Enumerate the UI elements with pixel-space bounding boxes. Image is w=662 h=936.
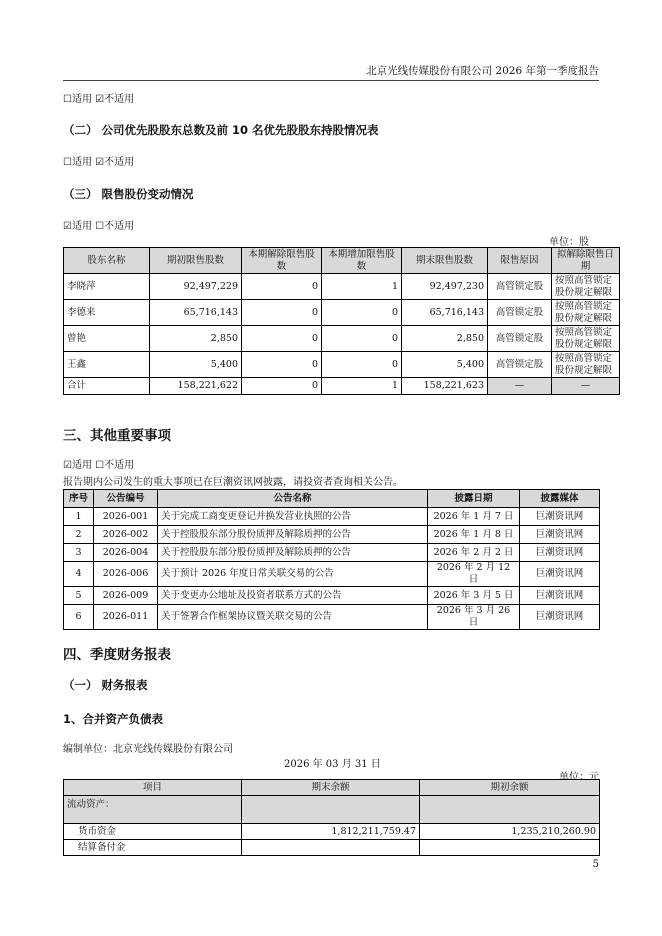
cell: 按照高管锁定股份规定解限 — [552, 300, 620, 326]
unit-label-yuan: 单位：元 — [559, 772, 599, 783]
cell: 1,235,210,260.90 — [420, 824, 600, 840]
cell: 1 — [322, 378, 402, 395]
cell: 巨潮资讯网 — [520, 605, 600, 630]
cell — [420, 796, 600, 824]
table-row — [64, 326, 620, 352]
cell: 2026-004 — [94, 544, 158, 562]
cell: 2,850 — [150, 326, 242, 352]
table-row — [64, 300, 620, 326]
cell: 2026 年 2 月 12 日 — [428, 562, 520, 587]
cell: 92,497,229 — [150, 274, 242, 300]
table-row — [64, 840, 600, 856]
cell: 流动资产： — [64, 796, 242, 824]
table-row — [64, 274, 620, 300]
cell — [420, 840, 600, 856]
cell: 2026-002 — [94, 526, 158, 544]
col-header: 期末限售股数 — [402, 248, 488, 274]
table-row — [64, 796, 600, 824]
col-header: 披露日期 — [428, 490, 520, 508]
cell: 2026-011 — [94, 605, 158, 630]
page-number: 5 — [592, 859, 599, 870]
cell: 1 — [322, 274, 402, 300]
cell: 曾艳 — [64, 326, 150, 352]
cell: 0 — [322, 352, 402, 378]
cell: 2 — [64, 526, 94, 544]
disclosure-note: 报告期内公司发生的重大事项已在巨潮资讯网披露，请投资者查询相关公告。 — [63, 477, 403, 488]
cell: 关于预计 2026 年度日常关联交易的公告 — [158, 562, 428, 587]
cell: 0 — [242, 378, 322, 395]
cell: 关于控股股东部分股份质押及解除质押的公告 — [158, 544, 428, 562]
cell: 5,400 — [150, 352, 242, 378]
header-divider — [63, 80, 599, 81]
cell: 巨潮资讯网 — [520, 587, 600, 605]
balance-sheet-date: 2026 年 03 月 31 日 — [284, 759, 381, 770]
cell: 王鑫 — [64, 352, 150, 378]
cell: 关于签署合作框架协议暨关联交易的公告 — [158, 605, 428, 630]
table-row — [64, 544, 600, 562]
cell: 巨潮资讯网 — [520, 562, 600, 587]
cell: 结算备付金 — [64, 840, 242, 856]
cell: 高管锁定股 — [488, 352, 552, 378]
cell: 2026 年 3 月 26 日 — [428, 605, 520, 630]
applicability-check-1: ☐适用 ☑不适用 — [63, 94, 135, 105]
cell: 关于完成工商变更登记并换发营业执照的公告 — [158, 508, 428, 526]
cell: 2026-001 — [94, 508, 158, 526]
cell: 高管锁定股 — [488, 274, 552, 300]
cell: 0 — [242, 352, 322, 378]
col-header: 期末余额 — [242, 780, 420, 796]
cell: 2026 年 2 月 2 日 — [428, 544, 520, 562]
table-row — [64, 508, 600, 526]
table-row — [64, 526, 600, 544]
section-preferred-shareholders-title: （二） 公司优先股股东总数及前 10 名优先股股东持股情况表 — [63, 123, 379, 137]
table-row — [64, 562, 600, 587]
col-header: 公告编号 — [94, 490, 158, 508]
balance-sheet-title: 1、合并资产负债表 — [63, 712, 164, 726]
cell: 关于变更办公地址及投资者联系方式的公告 — [158, 587, 428, 605]
cell: 4 — [64, 562, 94, 587]
table-header-row — [64, 780, 600, 796]
cell: 2026 年 3 月 5 日 — [428, 587, 520, 605]
table-row — [64, 605, 600, 630]
part-financial-statements-title: 四、季度财务报表 — [63, 647, 171, 663]
cell: 1,812,211,759.47 — [242, 824, 420, 840]
cell — [242, 840, 420, 856]
balance-sheet-table — [63, 779, 600, 856]
table-total-row — [64, 378, 620, 395]
cell: 3 — [64, 544, 94, 562]
page-header: 北京光线传媒股份有限公司 2026 年第一季度报告 — [366, 65, 599, 77]
cell: 0 — [242, 300, 322, 326]
cell: 关于控股股东部分股份质押及解除质押的公告 — [158, 526, 428, 544]
cell: 巨潮资讯网 — [520, 508, 600, 526]
table-row — [64, 352, 620, 378]
col-header: 限售原因 — [488, 248, 552, 274]
cell: 0 — [242, 326, 322, 352]
col-header: 期初限售股数 — [150, 248, 242, 274]
col-header: 本期解除限售股数 — [242, 248, 322, 274]
cell: 合计 — [64, 378, 150, 395]
cell: 按照高管锁定股份规定解限 — [552, 326, 620, 352]
cell: 2026 年 1 月 8 日 — [428, 526, 520, 544]
cell: 2026 年 1 月 7 日 — [428, 508, 520, 526]
unit-label-shares: 单位：股 — [549, 237, 589, 248]
table-header-row — [64, 248, 620, 274]
cell: 0 — [322, 300, 402, 326]
col-header: 拟解除限售日期 — [552, 248, 620, 274]
cell: 按照高管锁定股份规定解限 — [552, 274, 620, 300]
col-header: 本期增加限售股数 — [322, 248, 402, 274]
cell: 李晓萍 — [64, 274, 150, 300]
cell: 高管锁定股 — [488, 326, 552, 352]
restricted-shares-table — [63, 247, 620, 395]
cell: 65,716,143 — [402, 300, 488, 326]
cell: — — [552, 378, 620, 395]
col-header: 公告名称 — [158, 490, 428, 508]
compiled-by: 编制单位：北京光线传媒股份有限公司 — [63, 744, 233, 755]
cell: 6 — [64, 605, 94, 630]
announcement-table — [63, 489, 600, 630]
cell: 0 — [242, 274, 322, 300]
cell: 158,221,622 — [150, 378, 242, 395]
cell: 货币资金 — [64, 824, 242, 840]
cell: 巨潮资讯网 — [520, 526, 600, 544]
cell: 2026-006 — [94, 562, 158, 587]
col-header: 披露媒体 — [520, 490, 600, 508]
cell: — — [488, 378, 552, 395]
table-row — [64, 824, 600, 840]
cell: 92,497,230 — [402, 274, 488, 300]
cell: 2026-009 — [94, 587, 158, 605]
cell: 5,400 — [402, 352, 488, 378]
col-header: 期初余额 — [420, 780, 600, 796]
sub-financial-statements-title: （一） 财务报表 — [63, 678, 148, 692]
cell: 巨潮资讯网 — [520, 544, 600, 562]
cell: 李德来 — [64, 300, 150, 326]
cell: 65,716,143 — [150, 300, 242, 326]
table-row — [64, 587, 600, 605]
col-header: 股东名称 — [64, 248, 150, 274]
col-header: 项目 — [64, 780, 242, 796]
cell: 0 — [322, 326, 402, 352]
part-other-matters-title: 三、其他重要事项 — [63, 428, 171, 444]
applicability-check-2: ☐适用 ☑不适用 — [63, 157, 135, 168]
applicability-check-4: ☑适用 ☐不适用 — [63, 460, 135, 471]
cell: 高管锁定股 — [488, 300, 552, 326]
section-restricted-shares-title: （三） 限售股份变动情况 — [63, 187, 194, 201]
cell: 5 — [64, 587, 94, 605]
cell: 2,850 — [402, 326, 488, 352]
table-header-row — [64, 490, 600, 508]
cell: 158,221,623 — [402, 378, 488, 395]
cell: 1 — [64, 508, 94, 526]
applicability-check-3: ☑适用 ☐不适用 — [63, 221, 135, 232]
cell — [242, 796, 420, 824]
cell: 按照高管锁定股份规定解限 — [552, 352, 620, 378]
col-header: 序号 — [64, 490, 94, 508]
